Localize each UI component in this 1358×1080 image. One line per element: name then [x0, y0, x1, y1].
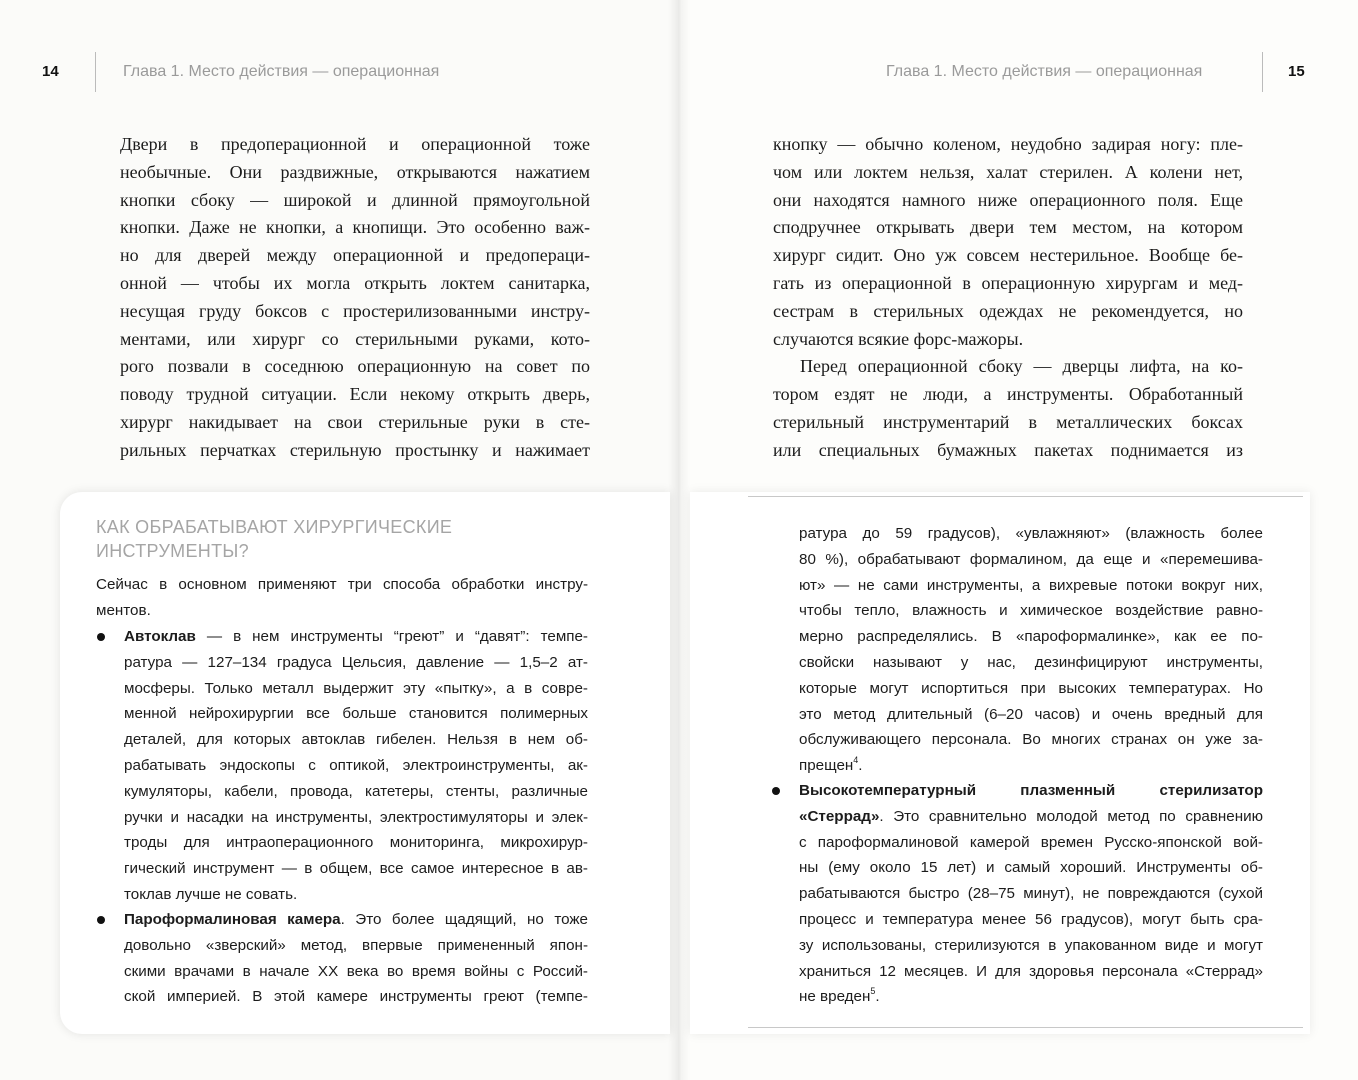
sidebar-continuation	[799, 521, 1263, 779]
text-line: процесс и температура менее 56 градусов), могут быть сра-	[799, 910, 1263, 928]
running-head-left: Глава 1. Место действия — операционная	[123, 63, 440, 80]
text-line: поводу трудной ситуации. Если некому открыть дверь,	[120, 384, 590, 405]
item-text: . Это более щадящий, но тоже	[340, 911, 588, 928]
text-line: рильных перчатках стерильную простынку и нажимает	[120, 439, 590, 460]
list-item-autoclave	[124, 624, 588, 908]
sidebar-title	[96, 515, 516, 563]
text-line: токлав лучше не совать.	[124, 885, 298, 903]
body-text-right	[773, 131, 1243, 465]
item-term: Автоклав	[124, 628, 196, 645]
item-term: Пароформалиновая камера	[124, 911, 341, 928]
text-line: ратура до 59 градусов), «увлажняют» (влажность более	[799, 525, 1263, 542]
text-line: случаются всякие форс-мажоры.	[773, 328, 1024, 349]
text-line: 80 %), обрабатывают формалином, да еще и «перемешива-	[799, 550, 1263, 568]
text-line: хирург накидывает на свои стерильные руки в сте-	[120, 411, 590, 432]
text-line	[799, 984, 1263, 1010]
text-line: несущая груду боксов с простерилизованными инстру-	[120, 300, 590, 321]
text-line: стерильный инструментарий в металлических боксах	[773, 411, 1243, 432]
header-separator-left	[95, 52, 96, 92]
text-line	[799, 753, 1263, 779]
footnote-ref[interactable]: 5	[870, 986, 876, 997]
item-term: Высокотемпературный плазменный стерилизатор	[799, 782, 1263, 799]
page-number-left: 14	[42, 63, 59, 80]
item-term: «Стеррад»	[799, 807, 880, 825]
body-text-left	[120, 131, 590, 465]
footnote-ref[interactable]: 4	[853, 755, 859, 766]
text-line: которые могут испортиться при высоких температурах. Но	[799, 679, 1263, 697]
header-separator-right	[1262, 52, 1263, 92]
text-line: чтобы тепло, влажность и химическое воздействие равно-	[799, 602, 1263, 620]
text-line: гический инструмент — в общем, все самое интересное в ав-	[124, 860, 588, 878]
item-text: прещен	[799, 757, 854, 775]
text-line: или специальных бумажных пакетах поднимается из	[773, 439, 1243, 460]
text-line: ментов.	[96, 601, 151, 619]
item-text: .	[875, 988, 880, 1006]
text-line: они находятся намного ниже операционного поля. Еще	[773, 189, 1243, 210]
text-line	[799, 804, 1263, 830]
text-line: онной — чтобы их могла открыть локтем санитарка,	[120, 272, 590, 293]
text-line: ют» — не сами инструменты, а вихревые потоки вокруг них,	[799, 576, 1263, 594]
text-line: ментами, или хирург со стерильными руками, кото-	[120, 328, 590, 349]
text-line: ны (ему около 15 лет) и самый хороший. Инструменты об-	[799, 859, 1263, 877]
bullet-icon	[97, 633, 105, 641]
text-line: хирург сидит. Оно уж совсем нестерильное. Вообще бе-	[773, 245, 1243, 266]
item-text: . Это сравнительно молодой метод по сравнению	[879, 807, 1263, 825]
text-line: ручки и насадки на инструменты, электростимуляторы и элек-	[124, 808, 588, 826]
text-line: Перед операционной сбоку — дверцы лифта, на ко-	[800, 356, 1243, 377]
text-line: зу использованы, стерилизуются в упакованном виде и могут	[799, 936, 1263, 954]
text-line: кнопку — обычно коленом, неудобно задирая ногу: пле-	[773, 134, 1243, 154]
text-line: рого позвали в соседнюю операционную на совет по	[120, 356, 590, 377]
item-text: не вреден	[799, 988, 871, 1006]
text-line: ратура — 127–134 градуса Цельсия, давление — 1,5–2 ат-	[124, 653, 588, 671]
text-line: троды для интраоперационного мониторинга, микрохирур-	[124, 834, 588, 852]
text-line: деталей, для которых автоклав гибелен. Нельзя в нем об-	[124, 731, 588, 749]
text-line	[799, 778, 1263, 804]
sidebar-title-line: ИНСТРУМЕНТЫ?	[96, 541, 249, 561]
text-line: с пароформалиновой камерой времен Русско-японской вой-	[799, 833, 1263, 851]
text-line: Двери в предоперационной и операционной тоже	[120, 134, 590, 154]
running-head-right: Глава 1. Место действия — операционная	[886, 63, 1203, 80]
text-line: необычные. Они раздвижные, открываются нажатием	[120, 161, 590, 182]
text-line: мерно распределялись. В «пароформалинке», как ее по-	[799, 628, 1263, 646]
page-number-right: 15	[1288, 63, 1305, 80]
list-item-sterrad	[799, 778, 1263, 1010]
box-rule-top	[748, 496, 1303, 497]
item-text: — в нем инструменты “греют” и “давят”: темпе-	[195, 628, 588, 645]
text-line: свойски называют у нас, дезинфицируют инструменты,	[799, 653, 1263, 671]
text-line: чом или локтем нельзя, халат стерилен. А колени нет,	[773, 161, 1243, 182]
text-line: но для дверей между операционной и предопераци-	[120, 245, 590, 266]
text-line: обслуживающего персонала. Во многих странах он уже за-	[799, 731, 1263, 749]
text-line	[124, 907, 588, 933]
text-line: гать из операционной в операционную хирургам и мед-	[773, 272, 1243, 293]
text-line: менной нейрохирургии все больше становится полимерных	[124, 705, 588, 723]
list-item-paraformalin	[124, 907, 588, 1010]
text-line: мосферы. Только металл выдержит эту «пытку», а в совре-	[124, 679, 588, 697]
text-line: скими врачами в начале XX века во время войны с Россий-	[124, 962, 588, 980]
text-line: довольно «зверский» метод, впервые примененный япон-	[124, 936, 588, 954]
box-rule-bottom	[748, 1027, 1303, 1028]
text-line: кнопки сбоку — широкой и длинной прямоугольной	[120, 189, 590, 210]
text-line: кнопки. Даже не кнопки, а кнопищи. Это особенно важ-	[120, 217, 590, 238]
sidebar-intro	[96, 572, 588, 624]
bullet-icon	[97, 916, 105, 924]
text-line: рабатывать эндоскопы с оптикой, электроинструменты, ак-	[124, 756, 588, 774]
text-line: кумуляторы, кабели, провода, катетеры, стенты, различные	[124, 782, 588, 800]
text-line: Сейчас в основном применяют три способа обработки инстру-	[96, 576, 588, 593]
text-line: рабатываются быстро (28–75 минут), не повреждаются (сухой	[799, 885, 1263, 903]
item-text: .	[858, 757, 863, 775]
text-line	[124, 624, 588, 650]
text-line: ской империей. В этой камере инструменты греют (темпе-	[124, 988, 588, 1006]
sidebar-title-line: КАК ОБРАБАТЫВАЮТ ХИРУРГИЧЕСКИЕ	[96, 517, 453, 537]
bullet-icon	[772, 787, 780, 795]
text-line: сестрам в стерильных одеждах не рекомендуется, но	[773, 300, 1243, 321]
text-line: тором ездят не люди, а инструменты. Обработанный	[773, 384, 1243, 405]
book-gutter	[668, 0, 690, 1080]
text-line: храниться 12 месяцев. И для здоровья персонала «Стеррад»	[799, 962, 1263, 980]
text-line: это метод длительный (6–20 часов) и очень вредный для	[799, 705, 1263, 723]
text-line: сподручнее открывать двери тем местом, на котором	[773, 217, 1243, 238]
